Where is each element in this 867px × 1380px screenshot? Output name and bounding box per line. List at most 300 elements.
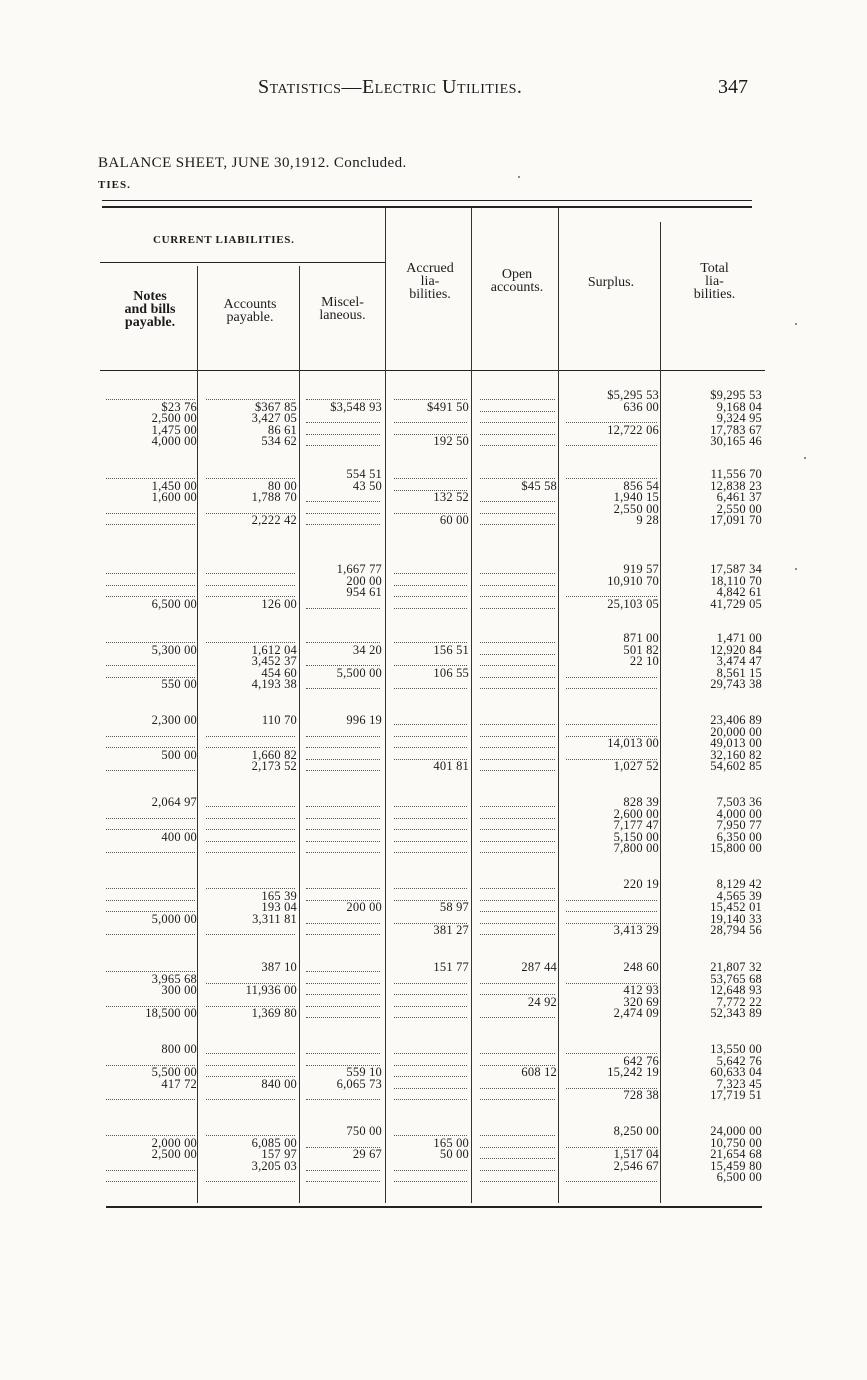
leader-dots: [306, 631, 380, 643]
leader-dots: [106, 1124, 195, 1136]
leader-dots: [566, 666, 657, 678]
leader-dots: [306, 995, 380, 1007]
leader-dots: [306, 889, 380, 901]
leader-dots: [480, 1006, 555, 1018]
table-cell: 29,743 38: [710, 677, 762, 692]
table-cell: 1,369 80: [251, 1006, 297, 1021]
leader-dots: [206, 841, 295, 853]
table-cell: 636 00: [623, 399, 659, 414]
table-cell: 559 10: [346, 1065, 382, 1080]
group-header: CURRENT LIABILITIES.: [153, 234, 295, 246]
table-cell: 2,474 09: [613, 1006, 659, 1021]
table-cell: 10,750 00: [710, 1135, 762, 1150]
table-cell: 5,000 00: [151, 911, 197, 926]
leader-dots: [106, 666, 195, 678]
leader-dots: [566, 972, 657, 984]
table-cell: $5,295 53: [607, 388, 659, 402]
table-cell: 1,471 00: [716, 631, 762, 645]
leader-dots: [480, 513, 555, 525]
table-cell: 2,300 00: [151, 713, 197, 727]
table-cell: 2,064 97: [151, 795, 197, 809]
leader-dots: [106, 736, 195, 748]
table-cell: 52,343 89: [710, 1006, 762, 1021]
leader-dots: [394, 502, 467, 514]
table-cell: 6,461 37: [716, 490, 762, 505]
leader-dots: [106, 900, 195, 912]
table-cell: 3,474 47: [716, 654, 762, 669]
leader-dots: [566, 748, 657, 760]
leader-dots: [206, 972, 295, 984]
table-cell: 193 04: [261, 900, 297, 915]
leader-dots: [206, 736, 295, 748]
table-cell: 3,413 29: [613, 923, 659, 938]
leader-dots: [106, 1054, 195, 1066]
table-cell: 12,920 84: [710, 642, 762, 657]
leader-dots: [306, 759, 380, 771]
leader-dots: [306, 725, 380, 737]
table-cell: 2,222 42: [251, 513, 297, 528]
leader-dots: [106, 467, 195, 479]
leader-dots: [106, 585, 195, 597]
leader-dots: [566, 1136, 657, 1148]
table-cell: 501 82: [623, 642, 659, 657]
leader-dots: [394, 479, 467, 491]
leader-dots: [566, 889, 657, 901]
leader-dots: [206, 818, 295, 830]
table-cell: 54,602 85: [710, 759, 762, 774]
table-cell: 2,550 00: [613, 501, 659, 516]
leader-dots: [306, 983, 380, 995]
leader-dots: [480, 631, 555, 643]
table-cell: 15,452 01: [710, 900, 762, 915]
leader-dots: [566, 677, 657, 689]
leader-dots: [206, 795, 295, 807]
table-cell: 30,165 46: [710, 434, 762, 449]
leader-dots: [480, 923, 555, 935]
table-cell: 80 00: [267, 478, 297, 493]
table-cell: 24,000 00: [710, 1124, 762, 1138]
table-cell: $45 58: [521, 478, 557, 493]
running-head: Statistics—Electric Utilities.: [258, 76, 523, 98]
leader-dots: [394, 889, 467, 901]
table-cell: 5,500 00: [151, 1065, 197, 1080]
table-cell: 12,648 93: [710, 983, 762, 998]
table-cell: 8,250 00: [613, 1124, 659, 1138]
leader-dots: [106, 574, 195, 586]
leader-dots: [106, 1088, 195, 1100]
leader-dots: [394, 877, 467, 889]
leader-dots: [206, 502, 295, 514]
table-cell: 43 50: [352, 478, 382, 493]
table-cell: $367 85: [254, 399, 297, 414]
speck: [804, 457, 806, 459]
table-cell: 200 00: [346, 573, 382, 588]
table-cell: 3,205 03: [251, 1158, 297, 1173]
table-cell: 4,000 00: [716, 806, 762, 821]
table-cell: 8,561 15: [716, 665, 762, 680]
leader-dots: [480, 574, 555, 586]
table-cell: 5,300 00: [151, 642, 197, 657]
table-cell: 871 00: [623, 631, 659, 645]
table-cell: 750 00: [346, 1124, 382, 1138]
table-cell: $3,548 93: [330, 399, 382, 414]
table-cell: 17,091 70: [710, 513, 762, 528]
table-cell: 400 00: [161, 829, 197, 844]
leader-dots: [306, 490, 380, 502]
leader-dots: [480, 434, 555, 446]
table-cell: 7,323 45: [716, 1076, 762, 1091]
leader-dots: [206, 877, 295, 889]
table-cell: 21,807 32: [710, 960, 762, 974]
leader-dots: [394, 654, 467, 666]
table-cell: 287 44: [521, 960, 557, 974]
table-cell: $491 50: [426, 399, 469, 414]
leader-dots: [480, 830, 555, 842]
leader-dots: [566, 900, 657, 912]
table-cell: 1,027 52: [613, 759, 659, 774]
table-cell: 9,168 04: [716, 399, 762, 414]
leader-dots: [394, 818, 467, 830]
table-cell: 200 00: [346, 900, 382, 915]
table-cell: 1,600 00: [151, 490, 197, 505]
leader-dots: [480, 1054, 555, 1066]
leader-dots: [394, 631, 467, 643]
leader-dots: [566, 912, 657, 924]
leader-dots: [306, 736, 380, 748]
table-cell: 1,940 15: [613, 490, 659, 505]
leader-dots: [306, 912, 380, 924]
leader-dots: [206, 585, 295, 597]
leader-dots: [566, 725, 657, 737]
table-cell: 1,612 04: [251, 642, 297, 657]
table-cell: 41,729 05: [710, 596, 762, 611]
leader-dots: [106, 759, 195, 771]
leader-dots: [394, 1065, 467, 1077]
table-cell: 18,500 00: [145, 1006, 197, 1021]
table-cell: 4,565 39: [716, 888, 762, 903]
leader-dots: [106, 877, 195, 889]
table-cell: 106 55: [433, 665, 469, 680]
leader-dots: [480, 912, 555, 924]
table-cell: 8,129 42: [716, 877, 762, 891]
table-cell: 7,772 22: [716, 994, 762, 1009]
leader-dots: [394, 983, 467, 995]
table-cell: 17,783 67: [710, 422, 762, 437]
column-divider: [385, 208, 386, 1203]
table-cell: 534 62: [261, 434, 297, 449]
table-cell: 6,500 00: [151, 596, 197, 611]
table-cell: 7,950 77: [716, 818, 762, 833]
leader-dots: [306, 434, 380, 446]
table-cell: 132 52: [433, 490, 469, 505]
table-cell: 3,311 81: [252, 911, 297, 926]
table-cell: 22 10: [629, 654, 659, 669]
leader-dots: [480, 713, 555, 725]
table-cell: 9 28: [636, 513, 659, 528]
leader-dots: [566, 1077, 657, 1089]
leader-dots: [394, 388, 467, 400]
page-number: 347: [718, 76, 748, 98]
leader-dots: [394, 795, 467, 807]
table-cell: 156 51: [433, 642, 469, 657]
leader-dots: [394, 841, 467, 853]
table-cell: 58 97: [439, 900, 469, 915]
table-cell: 17,719 51: [710, 1088, 762, 1103]
leader-dots: [306, 513, 380, 525]
leader-dots: [480, 725, 555, 737]
table-cell: 15,459 80: [710, 1158, 762, 1173]
leader-dots: [306, 841, 380, 853]
leader-dots: [306, 1159, 380, 1171]
leader-dots: [480, 889, 555, 901]
leader-dots: [106, 631, 195, 643]
leader-dots: [206, 725, 295, 737]
table-cell: 5,642 76: [716, 1053, 762, 1068]
leader-dots: [480, 748, 555, 760]
group-header-rule: [100, 262, 385, 263]
table-cell: 554 51: [346, 467, 382, 481]
leader-dots: [306, 877, 380, 889]
leader-dots: [106, 807, 195, 819]
leader-dots: [106, 654, 195, 666]
table-cell: 2,500 00: [151, 411, 197, 426]
leader-dots: [480, 1077, 555, 1089]
leader-dots: [394, 411, 467, 423]
leader-dots: [206, 995, 295, 1007]
leader-dots: [480, 654, 555, 666]
leader-dots: [394, 1054, 467, 1066]
table-cell: 401 81: [433, 759, 469, 774]
table-cell: 12,838 23: [710, 478, 762, 493]
speck: [795, 568, 797, 570]
table-cell: 14,013 00: [607, 736, 659, 751]
leader-dots: [206, 1124, 295, 1136]
column-divider: [299, 266, 300, 1203]
col-total-header: Total lia- bilities.: [693, 261, 736, 302]
table-cell: 2,600 00: [613, 806, 659, 821]
leader-dots: [106, 960, 195, 972]
column-divider: [660, 222, 661, 1203]
leader-dots: [480, 1159, 555, 1171]
leader-dots: [306, 807, 380, 819]
table-cell: 642 76: [623, 1053, 659, 1068]
table-cell: 320 69: [623, 994, 659, 1009]
leader-dots: [480, 841, 555, 853]
table-cell: 1,450 00: [151, 478, 197, 493]
table-cell: 32,160 82: [710, 747, 762, 762]
leader-dots: [206, 562, 295, 574]
leader-dots: [480, 807, 555, 819]
table-cell: 5,150 00: [613, 829, 659, 844]
leader-dots: [480, 1124, 555, 1136]
table-cell: 800 00: [161, 1042, 197, 1056]
leader-dots: [480, 983, 555, 995]
table-cell: 17,587 34: [710, 562, 762, 576]
table-cell: 15,242 19: [607, 1065, 659, 1080]
table-cell: 412 93: [623, 983, 659, 998]
col-misc-header: Miscel- laneous.: [319, 295, 366, 323]
leader-dots: [394, 972, 467, 984]
leader-dots: [106, 562, 195, 574]
table-subtitle: BALANCE SHEET, JUNE 30,1912. Concluded.: [98, 155, 407, 171]
table-cell: 15,800 00: [710, 841, 762, 856]
table-cell: 10,910 70: [607, 573, 659, 588]
table-cell: 60 00: [439, 513, 469, 528]
leader-dots: [394, 467, 467, 479]
leader-dots: [480, 423, 555, 435]
table-cell: 9,324 95: [716, 411, 762, 426]
leader-dots: [480, 666, 555, 678]
leader-dots: [394, 912, 467, 924]
table-cell: 4,193 38: [251, 677, 297, 692]
leader-dots: [394, 1042, 467, 1054]
leader-dots: [206, 574, 295, 586]
table-cell: 417 72: [161, 1076, 197, 1091]
column-divider: [197, 266, 198, 1203]
table-cell: 29 67: [352, 1147, 382, 1162]
leader-dots: [480, 562, 555, 574]
leader-dots: [394, 1088, 467, 1100]
leader-dots: [480, 467, 555, 479]
table-cell: 2,550 00: [716, 501, 762, 516]
leader-dots: [306, 923, 380, 935]
leader-dots: [306, 1042, 380, 1054]
leader-dots: [480, 1136, 555, 1148]
table-cell: 192 50: [433, 434, 469, 449]
table-cell: 840 00: [261, 1076, 297, 1091]
leader-dots: [106, 923, 195, 935]
col-open-header: Open accounts.: [490, 267, 544, 295]
table-cell: 13,550 00: [710, 1042, 762, 1056]
leader-dots: [480, 643, 555, 655]
leader-dots: [306, 677, 380, 689]
leader-dots: [480, 677, 555, 689]
leader-dots: [566, 411, 657, 423]
table-cell: 21,654 68: [710, 1147, 762, 1162]
leader-dots: [306, 972, 380, 984]
leader-dots: [306, 502, 380, 514]
leader-dots: [394, 995, 467, 1007]
leader-dots: [206, 467, 295, 479]
leader-dots: [206, 631, 295, 643]
table-cell: 126 00: [261, 596, 297, 611]
table-cell: 4,842 61: [716, 585, 762, 600]
bottom-rule: [106, 1206, 762, 1208]
leader-dots: [206, 1088, 295, 1100]
column-divider: [471, 208, 472, 1203]
table-cell: 151 77: [433, 960, 469, 974]
table-cell: 7,503 36: [716, 795, 762, 809]
leader-dots: [480, 877, 555, 889]
leader-dots: [306, 1006, 380, 1018]
table-cell: 19,140 33: [710, 911, 762, 926]
leader-dots: [306, 818, 380, 830]
table-cell: 1,667 77: [336, 562, 382, 576]
table-cell: 6,500 00: [716, 1170, 762, 1185]
leader-dots: [306, 1088, 380, 1100]
table-cell: 1,660 82: [251, 747, 297, 762]
leader-dots: [206, 1170, 295, 1182]
leader-dots: [206, 1054, 295, 1066]
col-accrued-header: Accrued lia- bilities.: [406, 261, 454, 302]
table-cell: 996 19: [346, 713, 382, 727]
table-cell: 165 00: [433, 1135, 469, 1150]
leader-dots: [306, 748, 380, 760]
table-cell: 6,065 73: [336, 1076, 382, 1091]
leader-dots: [306, 411, 380, 423]
leader-dots: [480, 502, 555, 514]
table-cell: 7,177 47: [613, 818, 659, 833]
leader-dots: [566, 467, 657, 479]
table-cell: 454 60: [261, 665, 297, 680]
leader-dots: [306, 597, 380, 609]
leader-dots: [394, 1170, 467, 1182]
leader-dots: [206, 807, 295, 819]
leader-dots: [394, 1006, 467, 1018]
leader-dots: [394, 562, 467, 574]
table-cell: 1,788 70: [251, 490, 297, 505]
speck: [518, 176, 520, 178]
table-cell: 86 61: [267, 422, 297, 437]
table-cell: 6,350 00: [716, 829, 762, 844]
leader-dots: [394, 736, 467, 748]
leader-dots: [394, 748, 467, 760]
leader-dots: [106, 995, 195, 1007]
table-cell: 2,173 52: [251, 759, 297, 774]
table-cell: 23,406 89: [710, 713, 762, 727]
leader-dots: [306, 1170, 380, 1182]
leader-dots: [480, 1170, 555, 1182]
table-cell: 34 20: [352, 642, 382, 657]
leader-dots: [394, 807, 467, 819]
leader-dots: [480, 1147, 555, 1159]
leader-dots: [566, 434, 657, 446]
leader-dots: [480, 490, 555, 502]
col-surplus-header: Surplus.: [587, 275, 635, 290]
leader-dots: [306, 1054, 380, 1066]
leader-dots: [106, 841, 195, 853]
table-cell: 381 27: [433, 923, 469, 938]
table-cell: 608 12: [521, 1065, 557, 1080]
leader-dots: [480, 411, 555, 423]
leader-dots: [394, 713, 467, 725]
leader-dots: [206, 388, 295, 400]
leader-dots: [566, 1042, 657, 1054]
top-rule-second: [102, 206, 752, 208]
leader-dots: [306, 795, 380, 807]
leader-dots: [566, 713, 657, 725]
table-cell: 828 39: [623, 795, 659, 809]
table-cell: 248 60: [623, 960, 659, 974]
table-cell: 5,500 00: [336, 665, 382, 680]
leader-dots: [480, 972, 555, 984]
leader-dots: [106, 725, 195, 737]
leader-dots: [394, 423, 467, 435]
leader-dots: [106, 502, 195, 514]
table-cell: 4,000 00: [151, 434, 197, 449]
table-cell: 2,500 00: [151, 1147, 197, 1162]
leader-dots: [394, 677, 467, 689]
table-cell: 2,546 67: [613, 1158, 659, 1173]
header-bottom-rule: [100, 370, 765, 371]
table-cell: 53,765 68: [710, 971, 762, 986]
table-cell: 24 92: [527, 994, 557, 1009]
table-subtitle-fragment: TIES.: [98, 179, 131, 191]
leader-dots: [480, 597, 555, 609]
leader-dots: [106, 513, 195, 525]
leader-dots: [394, 1077, 467, 1089]
leader-dots: [394, 585, 467, 597]
